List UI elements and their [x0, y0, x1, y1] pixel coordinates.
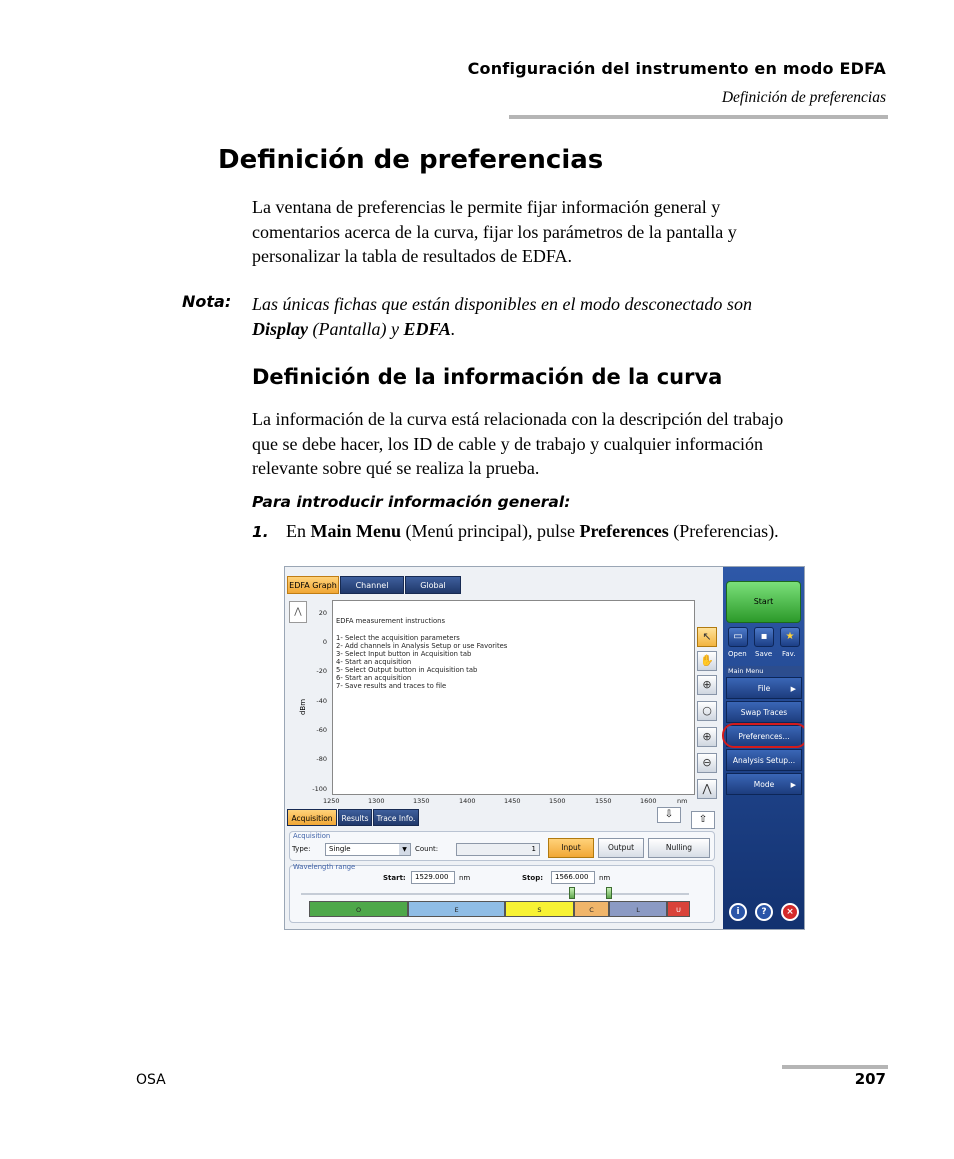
exit-icon[interactable]: ×: [781, 903, 799, 921]
pointer-tool-icon[interactable]: ↖: [697, 627, 717, 647]
y-axis-label: dBm: [299, 698, 308, 716]
footer-rule: [782, 1065, 888, 1069]
menu-item-preferences[interactable]: Preferences...: [726, 725, 802, 747]
intro-line: La ventana de preferencias le permite fijar información general y: [252, 197, 721, 217]
fav-label: Fav.: [782, 650, 796, 658]
chevron-right-icon: ▶: [790, 685, 796, 693]
instruction-line: 1- Select the acquisition parameters: [336, 634, 460, 642]
expand-up-icon[interactable]: ⇧: [691, 811, 715, 829]
x-tick: 1350: [413, 797, 430, 805]
preferences-highlight-circle: [722, 723, 805, 748]
para-line: La información de la curva está relacionada con la descripción del trabajo: [252, 409, 784, 429]
open-label: Open: [728, 650, 747, 658]
help-icon[interactable]: ?: [755, 903, 773, 921]
note-line-2: [252, 317, 892, 342]
y-tick: -80: [316, 755, 327, 763]
zoom-reset-icon[interactable]: ○: [697, 701, 717, 721]
acquisition-group-label: Acquisition: [293, 832, 331, 840]
band-s: S: [505, 901, 574, 917]
header-title: Configuración del instrumento en modo EDFA: [467, 59, 886, 78]
note-bold-display: Display: [252, 319, 308, 339]
intro-paragraph: [252, 195, 737, 269]
x-tick: 1600: [640, 797, 657, 805]
band-c: C: [574, 901, 609, 917]
stop-wl-field[interactable]: 1566.000: [551, 871, 595, 884]
favorites-star-icon[interactable]: ★: [780, 627, 800, 647]
y-tick: -40: [316, 697, 327, 705]
page-number: 207: [854, 1070, 886, 1088]
zoom-out-icon[interactable]: ⊖: [697, 753, 717, 773]
step-end: (Preferencias).: [668, 521, 779, 541]
footer-product: OSA: [136, 1072, 166, 1088]
software-screenshot: [284, 566, 805, 930]
tab-channel-results[interactable]: Channel: [340, 576, 404, 594]
y-tick: 0: [322, 638, 327, 646]
para-line: que se debe hacer, los ID de cable y de trabajo y cualquier información: [252, 433, 764, 454]
collapse-down-icon[interactable]: ⇩: [657, 807, 681, 823]
instruction-line: 7- Save results and traces to file: [336, 682, 447, 690]
stop-wl-unit: nm: [599, 874, 611, 882]
section-heading: Definición de la información de la curva: [252, 365, 723, 389]
band-e: E: [408, 901, 505, 917]
type-select-value: Single: [329, 845, 351, 853]
note-line-1: Las únicas fichas que están disponibles en el modo desconectado son: [252, 294, 752, 314]
instruction-line: 4- Start an acquisition: [336, 658, 412, 666]
tab-edfa-graph[interactable]: EDFA Graph: [287, 576, 339, 594]
type-label: Type:: [292, 845, 311, 853]
note-label: Nota:: [182, 292, 232, 311]
band-l: L: [609, 901, 667, 917]
note-mid: (Pantalla) y: [308, 319, 404, 339]
section-paragraph: [252, 407, 783, 481]
tab-global-results[interactable]: Global: [405, 576, 461, 594]
header-subtitle: Definición de preferencias: [721, 89, 886, 106]
y-tick: 20: [318, 609, 327, 617]
band-u: U: [667, 901, 690, 917]
instruction-line: 5- Select Output button in Acquisition tab: [336, 666, 478, 674]
spectrum-thumbnail-icon[interactable]: ⋀: [289, 601, 307, 623]
note-text: [252, 292, 892, 342]
x-tick: 1300: [368, 797, 385, 805]
step-bold-main-menu: Main Menu: [310, 521, 402, 541]
start-wl-unit: nm: [459, 874, 471, 882]
y-tick: -100: [312, 785, 327, 793]
menu-item-analysis-setup[interactable]: Analysis Setup...: [726, 749, 802, 771]
band-o: O: [309, 901, 408, 917]
note-end: .: [450, 319, 456, 339]
x-tick: 1550: [595, 797, 612, 805]
input-button[interactable]: Input: [548, 838, 594, 858]
page-title: Definición de preferencias: [218, 145, 604, 175]
save-disk-icon[interactable]: ▪: [754, 627, 774, 647]
full-scale-icon[interactable]: ⋀: [697, 779, 717, 799]
x-tick: 1400: [459, 797, 476, 805]
menu-item-file[interactable]: [726, 677, 802, 699]
x-tick: 1250: [323, 797, 340, 805]
instruction-line: 2- Add channels in Analysis Setup or use Favorites: [336, 642, 508, 650]
instruction-line: EDFA measurement instructions: [336, 617, 446, 625]
y-tick: -20: [316, 667, 327, 675]
main-menu-header: Main Menu: [726, 666, 802, 676]
x-tick: 1450: [504, 797, 521, 805]
save-label: Save: [755, 650, 773, 658]
chevron-right-icon: ▶: [790, 781, 796, 789]
start-wl-field[interactable]: 1529.000: [411, 871, 455, 884]
step-text: [286, 521, 779, 542]
zoom-in-icon[interactable]: ⊕: [697, 727, 717, 747]
count-field[interactable]: 1: [456, 843, 540, 856]
stop-slider-handle[interactable]: [606, 887, 612, 899]
nulling-button[interactable]: Nulling: [648, 838, 710, 858]
x-tick: 1500: [549, 797, 566, 805]
menu-item-swap-traces[interactable]: Swap Traces: [726, 701, 802, 723]
start-button[interactable]: Start: [726, 581, 801, 623]
instruction-line: 3- Select Input button in Acquisition tab: [336, 650, 472, 658]
step-pre: En: [286, 521, 311, 541]
tab-acquisition[interactable]: Acquisition: [287, 809, 337, 826]
tab-trace-info[interactable]: Trace Info.: [373, 809, 419, 826]
count-label: Count:: [415, 845, 439, 853]
open-folder-icon[interactable]: ▭: [728, 627, 748, 647]
wavelength-group-label: Wavelength range: [293, 863, 356, 871]
pan-tool-icon[interactable]: ✋: [697, 651, 717, 671]
step-bold-preferences: Preferences: [579, 521, 669, 541]
instruction-line: 6- Start an acquisition: [336, 674, 412, 682]
intro-line: personalizar la tabla de resultados de EDFA.: [252, 246, 573, 266]
intro-line: comentarios acerca de la curva, fijar los parámetros de la pantalla y: [252, 221, 737, 242]
note-bold-edfa: EDFA: [403, 319, 451, 339]
x-unit: nm: [677, 797, 688, 805]
info-icon[interactable]: i: [729, 903, 747, 921]
type-select[interactable]: [325, 843, 411, 856]
zoom-area-icon[interactable]: ⊕: [697, 675, 717, 695]
menu-item-mode[interactable]: [726, 773, 802, 795]
header-rule: [509, 115, 888, 119]
plot-area[interactable]: [332, 600, 695, 795]
start-wl-label: Start:: [383, 874, 406, 882]
range-slider-track: [301, 893, 689, 895]
step-mid: (Menú principal), pulse: [401, 521, 580, 541]
para-line: relevante sobre qué se realiza la prueba.: [252, 458, 540, 478]
chevron-down-icon: ▼: [399, 844, 410, 855]
procedure-title: Para introducir información general:: [252, 493, 571, 511]
start-slider-handle[interactable]: [569, 887, 575, 899]
menu-item-label: Mode: [753, 780, 775, 789]
step-number: 1.: [252, 523, 269, 541]
tab-results[interactable]: Results: [338, 809, 372, 826]
y-tick: -60: [316, 726, 327, 734]
output-button[interactable]: Output: [598, 838, 644, 858]
menu-item-label: File: [757, 684, 771, 693]
stop-wl-label: Stop:: [522, 874, 544, 882]
